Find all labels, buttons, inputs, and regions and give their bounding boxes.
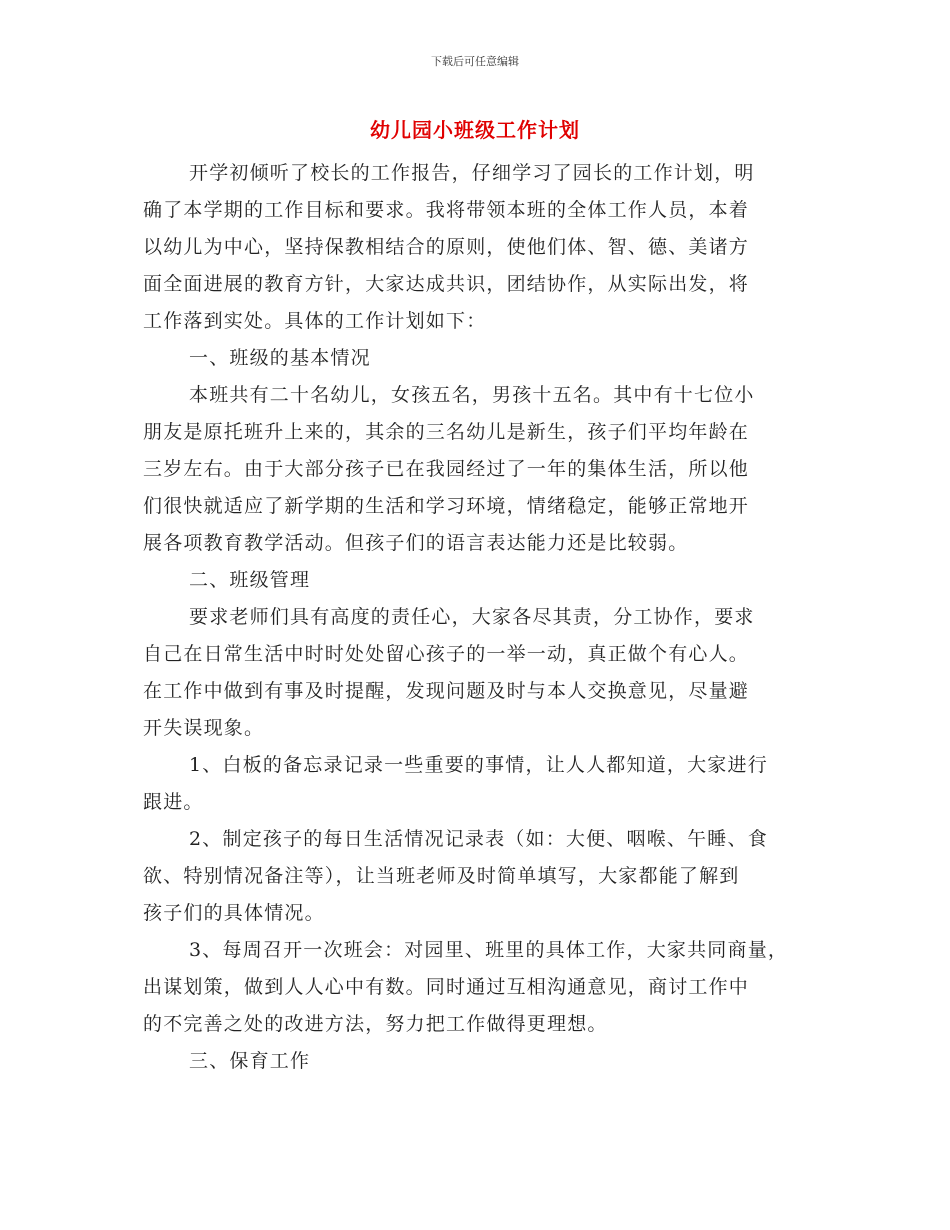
text-line: 三、保育工作 <box>189 1050 311 1072</box>
text-line: 以幼儿为中心，坚持保教相结合的原则，使他们体、智、德、美诸方 <box>143 236 750 258</box>
text-line: 的不完善之处的改进方法，努力把工作做得更理想。 <box>143 1013 608 1035</box>
text-line: 3、每周召开一次班会：对园里、班里的具体工作，大家共同商量， <box>189 939 789 961</box>
text-line: 开失误现象。 <box>143 717 265 739</box>
text-line: 1、白板的备忘录记录一些重要的事情，让人人都知道，大家进行 <box>189 754 768 776</box>
text-line: 跟进。 <box>143 791 204 813</box>
text-line: 2、制定孩子的每日生活情况记录表（如：大便、咽喉、午睡、食 <box>189 828 768 850</box>
text-line: 在工作中做到有事及时提醒，发现问题及时与本人交换意见，尽量避 <box>143 680 750 702</box>
text-line: 工作落到实处。具体的工作计划如下： <box>143 310 487 332</box>
text-line: 们很快就适应了新学期的生活和学习环境，情绪稳定，能够正常地开 <box>143 495 750 517</box>
text-line: 要求老师们具有高度的责任心，大家各尽其责，分工协作，要求 <box>189 606 755 628</box>
text-line: 本班共有二十名幼儿，女孩五名，男孩十五名。其中有十七位小 <box>189 384 755 406</box>
text-line: 自己在日常生活中时时处处留心孩子的一举一动，真正做个有心人。 <box>143 643 750 665</box>
document-title: 幼儿园小班级工作计划 <box>370 118 580 142</box>
document-body <box>143 155 823 1080</box>
text-line: 展各项教育教学活动。但孩子们的语言表达能力还是比较弱。 <box>143 532 689 554</box>
text-line: 三岁左右。由于大部分孩子已在我园经过了一年的集体生活，所以他 <box>143 458 750 480</box>
text-line: 朋友是原托班升上来的，其余的三名幼儿是新生，孩子们平均年龄在 <box>143 421 750 443</box>
text-line: 一、班级的基本情况 <box>189 347 371 369</box>
text-line: 欲、特别情况备注等），让当班老师及时简单填写，大家都能了解到 <box>143 865 740 887</box>
text-line: 孩子们的具体情况。 <box>143 902 325 924</box>
text-line: 出谋划策，做到人人心中有数。同时通过互相沟通意见，商讨工作中 <box>143 976 750 998</box>
text-line: 面全面进展的教育方针，大家达成共识，团结协作，从实际出发，将 <box>143 273 750 295</box>
text-line: 确了本学期的工作目标和要求。我将带领本班的全体工作人员，本着 <box>143 199 750 221</box>
header-note: 下载后可任意编辑 <box>431 55 519 68</box>
text-line: 二、班级管理 <box>189 569 311 591</box>
text-line: 开学初倾听了校长的工作报告，仔细学习了园长的工作计划，明 <box>189 162 755 184</box>
